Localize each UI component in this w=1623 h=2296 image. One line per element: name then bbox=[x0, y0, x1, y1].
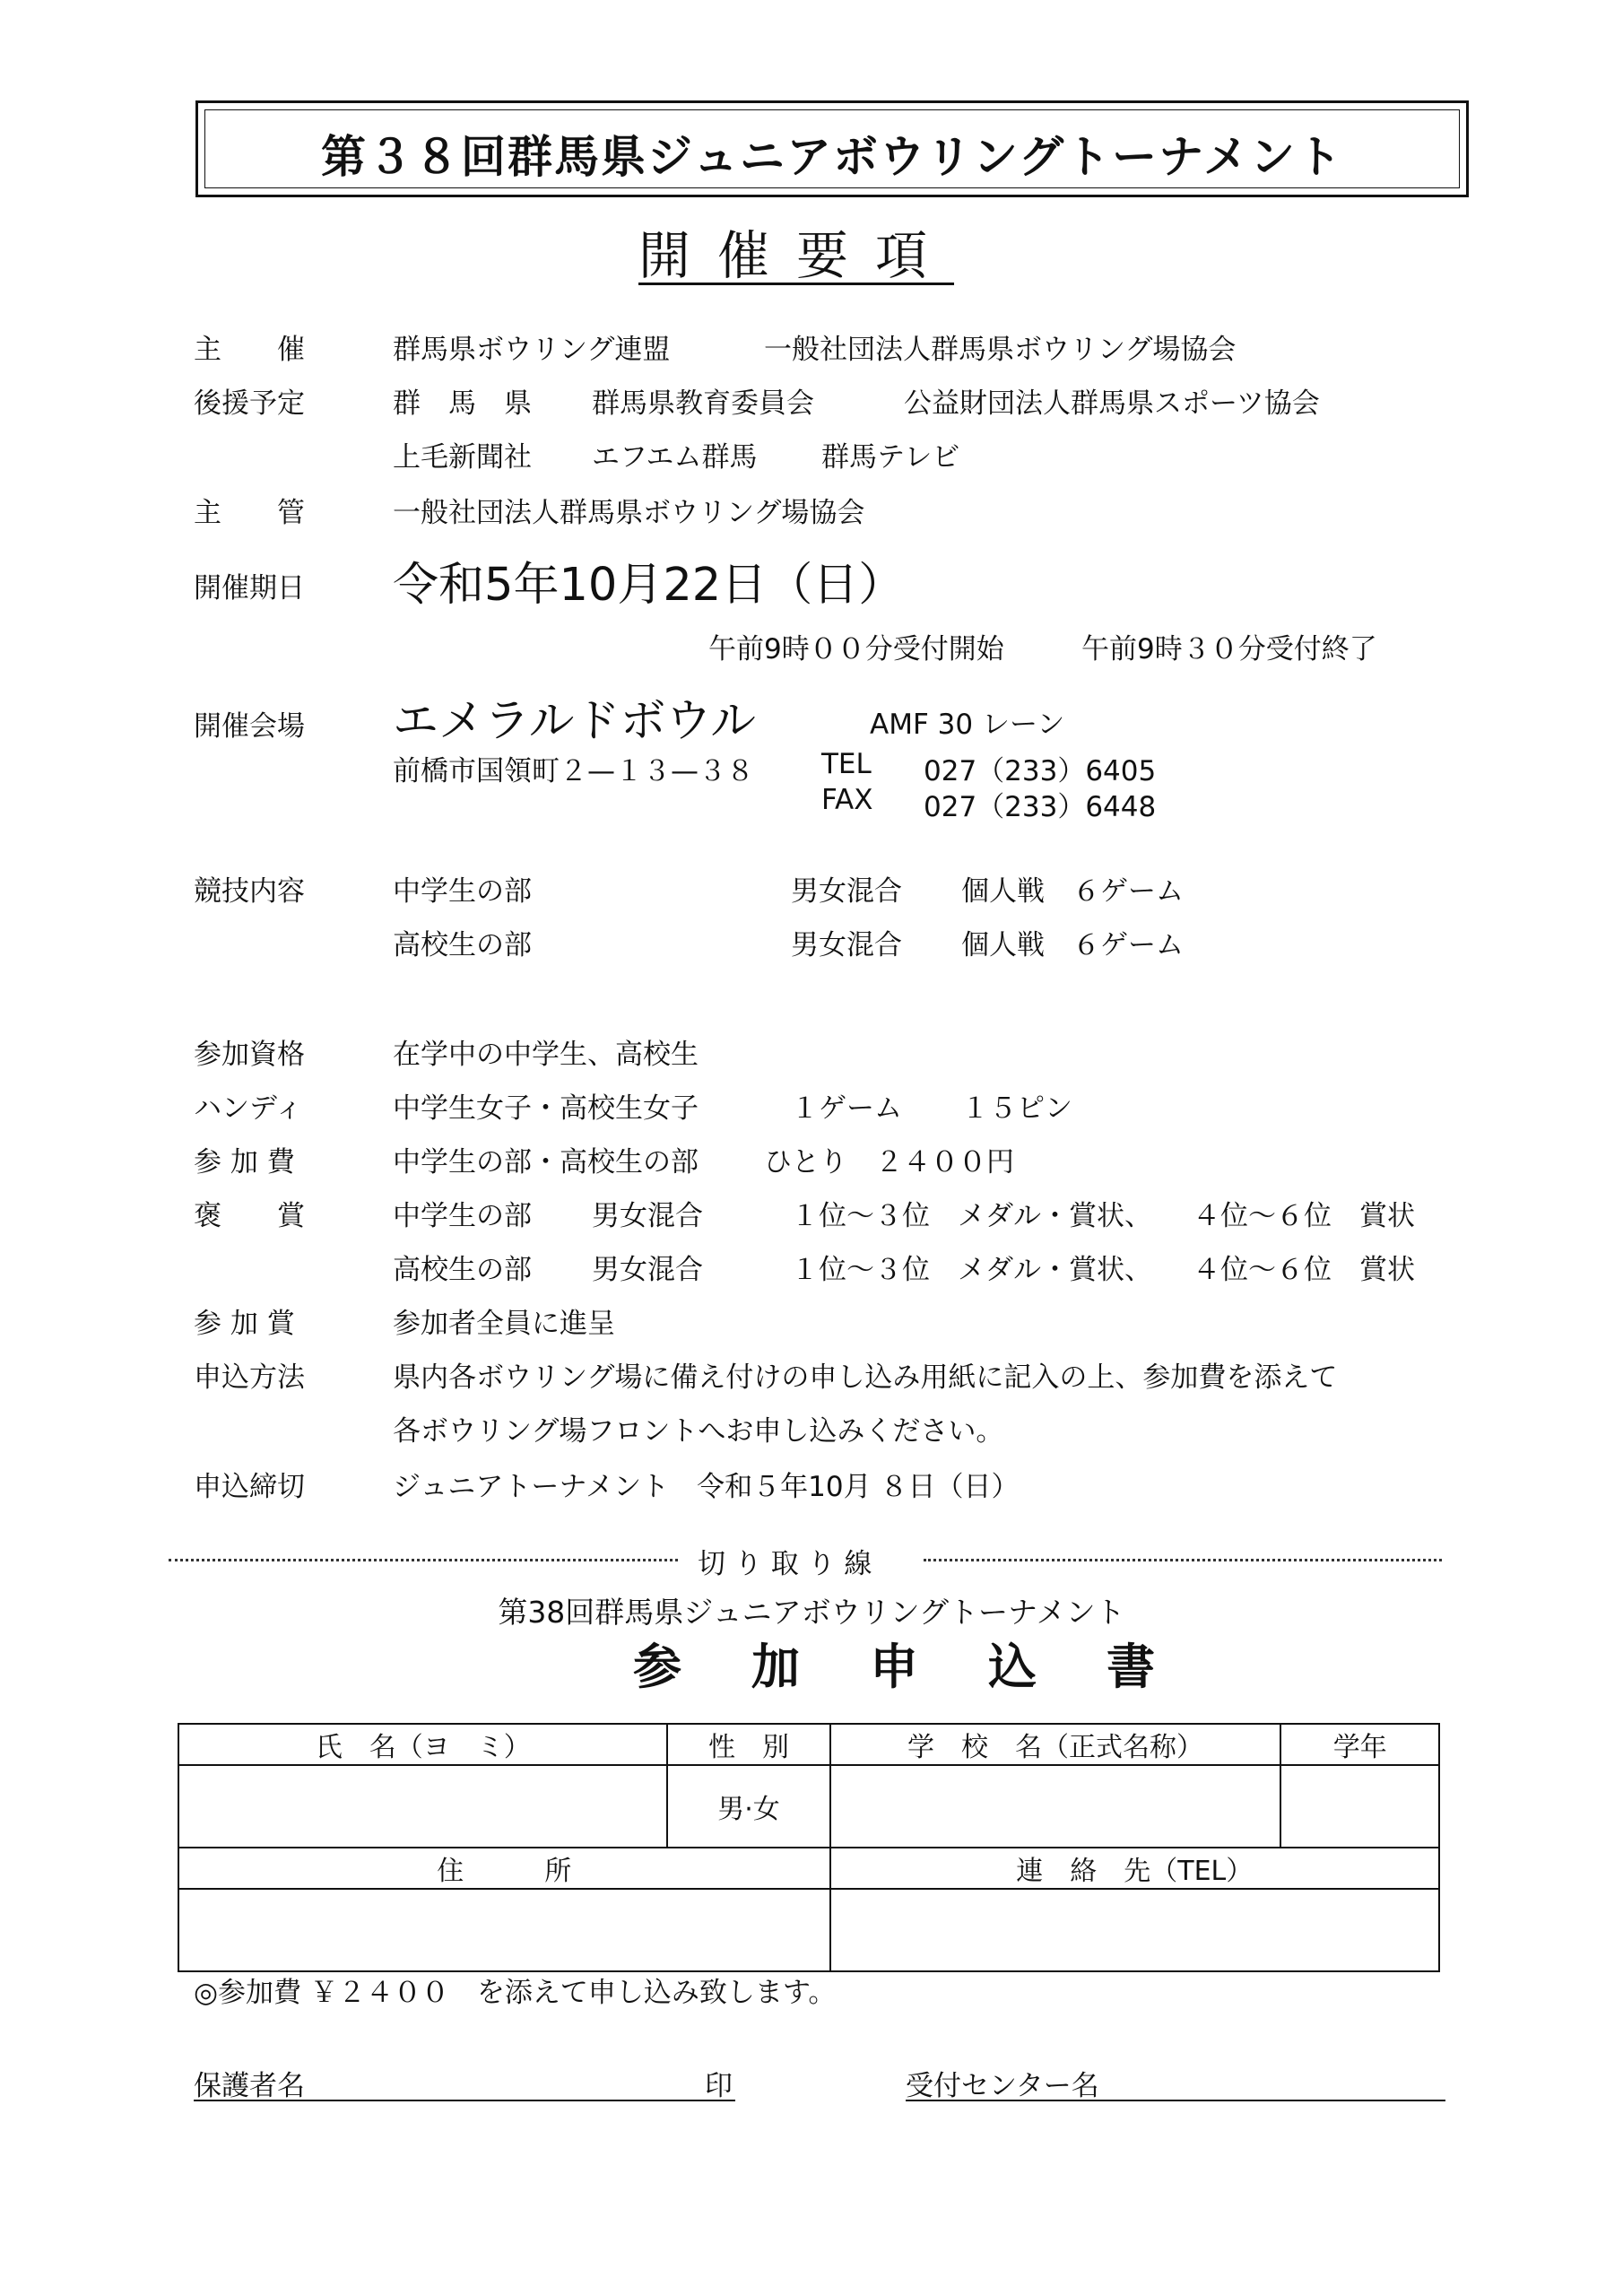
shikaku-value: 在学中の中学生、高校生 bbox=[393, 1039, 699, 1071]
guardian-label: 保護者名 bbox=[194, 2070, 305, 2102]
fee-amount: ひとり ２４００円 bbox=[764, 1146, 1014, 1178]
sex-field[interactable]: 男·女 bbox=[667, 1765, 829, 1848]
koen-org3: 公益財団法人群馬県スポーツ協会 bbox=[904, 387, 1320, 420]
kyogi-division: 高校生の部 bbox=[393, 929, 532, 961]
header-grade: 学年 bbox=[1280, 1724, 1439, 1765]
cut-line-label: 切 り 取 り 線 bbox=[698, 1548, 872, 1580]
koen-org1: 群 馬 県 bbox=[393, 387, 532, 420]
hosho-prize1: １位～３位 メダル・賞状、 bbox=[791, 1200, 1152, 1232]
label-sankasho: 参 加 賞 bbox=[194, 1308, 295, 1340]
shusai-org1: 群馬県ボウリング連盟 bbox=[393, 334, 671, 366]
document-title: 第３８回群馬県ジュニアボウリングトーナメント bbox=[321, 130, 1343, 183]
label-moushikomi: 申込方法 bbox=[194, 1361, 305, 1394]
shukan-org: 一般社団法人群馬県ボウリング場協会 bbox=[393, 497, 865, 529]
kyogi-game: 個人戦 ６ゲーム bbox=[961, 929, 1184, 961]
label-shikaku: 参加資格 bbox=[194, 1039, 305, 1071]
hosho-prize1: １位～３位 メダル・賞状、 bbox=[791, 1254, 1152, 1286]
fee-divisions: 中学生の部・高校生の部 bbox=[393, 1146, 699, 1178]
fee-note: ◎参加費 ￥２４００ を添えて申し込み致します。 bbox=[194, 1977, 837, 2009]
header-contact: 連 絡 先（TEL） bbox=[830, 1848, 1439, 1889]
moushikomi-line1: 県内各ボウリング場に備え付けの申し込み用紙に記入の上、参加費を添えて bbox=[393, 1361, 1338, 1394]
seal-label: 印 bbox=[705, 2070, 733, 2102]
label-fee: 参 加 費 bbox=[194, 1146, 295, 1178]
hosho-division: 中学生の部 bbox=[393, 1200, 532, 1232]
handi-pins: １５ピン bbox=[961, 1092, 1072, 1125]
venue-name: エメラルドボウル bbox=[393, 695, 756, 748]
label-shusai: 主 催 bbox=[194, 334, 305, 366]
reception-center-label: 受付センター名 bbox=[906, 2070, 1099, 2102]
moushikomi-line2: 各ボウリング場フロントへお申し込みください。 bbox=[393, 1415, 1004, 1448]
label-venue: 開催会場 bbox=[194, 710, 305, 743]
cut-line-right bbox=[924, 1559, 1442, 1561]
handi-game: １ゲーム bbox=[791, 1092, 902, 1125]
label-kyogi: 競技内容 bbox=[194, 875, 305, 908]
header-sex: 性 別 bbox=[667, 1724, 829, 1765]
reception-start: 午前9時００分受付開始 bbox=[708, 633, 1004, 665]
hosho-prize2: ４位～６位 賞状 bbox=[1193, 1200, 1415, 1232]
handi-target: 中学生女子・高校生女子 bbox=[393, 1092, 699, 1125]
koen-org6: 群馬テレビ bbox=[821, 441, 960, 474]
tel-label: TEL bbox=[821, 748, 872, 780]
shimekiri-value: ジュニアトーナメント 令和５年10月 ８日（日） bbox=[393, 1471, 1020, 1503]
koen-org4: 上毛新聞社 bbox=[393, 441, 532, 474]
application-form-table bbox=[178, 1723, 1440, 1972]
cut-line-left bbox=[169, 1559, 678, 1561]
fax-label: FAX bbox=[821, 784, 873, 816]
label-shukan: 主 管 bbox=[194, 497, 305, 529]
label-hosho: 褒 賞 bbox=[194, 1200, 305, 1232]
label-handi: ハンディ bbox=[194, 1092, 303, 1125]
event-date: 令和5年10月22日（日） bbox=[393, 559, 905, 612]
hosho-prize2: ４位～６位 賞状 bbox=[1193, 1254, 1415, 1286]
form-heading: 参 加 申 込 書 bbox=[633, 1639, 1166, 1695]
form-title: 第38回群馬県ジュニアボウリングトーナメント bbox=[498, 1595, 1125, 1630]
koen-org2: 群馬県教育委員会 bbox=[592, 387, 814, 420]
grade-field[interactable] bbox=[1280, 1765, 1439, 1848]
address-field[interactable] bbox=[178, 1889, 830, 1971]
header-school: 学 校 名（正式名称） bbox=[830, 1724, 1281, 1765]
fax-number: 027（233）6448 bbox=[924, 791, 1157, 823]
tel-number: 027（233）6405 bbox=[924, 755, 1157, 787]
kyogi-mix: 男女混合 bbox=[791, 875, 902, 908]
venue-lanes: AMF 30 レーン bbox=[870, 709, 1065, 741]
document-subtitle: 開催要項 bbox=[638, 225, 955, 286]
koen-org5: エフエム群馬 bbox=[592, 441, 758, 474]
title-frame bbox=[195, 100, 1469, 197]
label-koen: 後援予定 bbox=[194, 387, 305, 420]
hosho-division: 高校生の部 bbox=[393, 1254, 532, 1286]
sankasho-value: 参加者全員に進呈 bbox=[393, 1308, 615, 1340]
header-address: 住 所 bbox=[178, 1848, 830, 1889]
kyogi-division: 中学生の部 bbox=[393, 875, 532, 908]
name-field[interactable] bbox=[178, 1765, 667, 1848]
shusai-org2: 一般社団法人群馬県ボウリング場協会 bbox=[764, 334, 1237, 366]
venue-address: 前橋市国領町２—１３—３８ bbox=[393, 755, 754, 787]
reception-end: 午前9時３０分受付終了 bbox=[1081, 633, 1377, 665]
label-shimekiri: 申込締切 bbox=[194, 1471, 305, 1503]
hosho-mix: 男女混合 bbox=[592, 1200, 703, 1232]
school-field[interactable] bbox=[830, 1765, 1281, 1848]
kyogi-mix: 男女混合 bbox=[791, 929, 902, 961]
header-name: 氏 名（ヨ ミ） bbox=[178, 1724, 667, 1765]
label-kikan: 開催期日 bbox=[194, 572, 305, 604]
contact-field[interactable] bbox=[830, 1889, 1439, 1971]
kyogi-game: 個人戦 ６ゲーム bbox=[961, 875, 1184, 908]
hosho-mix: 男女混合 bbox=[592, 1254, 703, 1286]
